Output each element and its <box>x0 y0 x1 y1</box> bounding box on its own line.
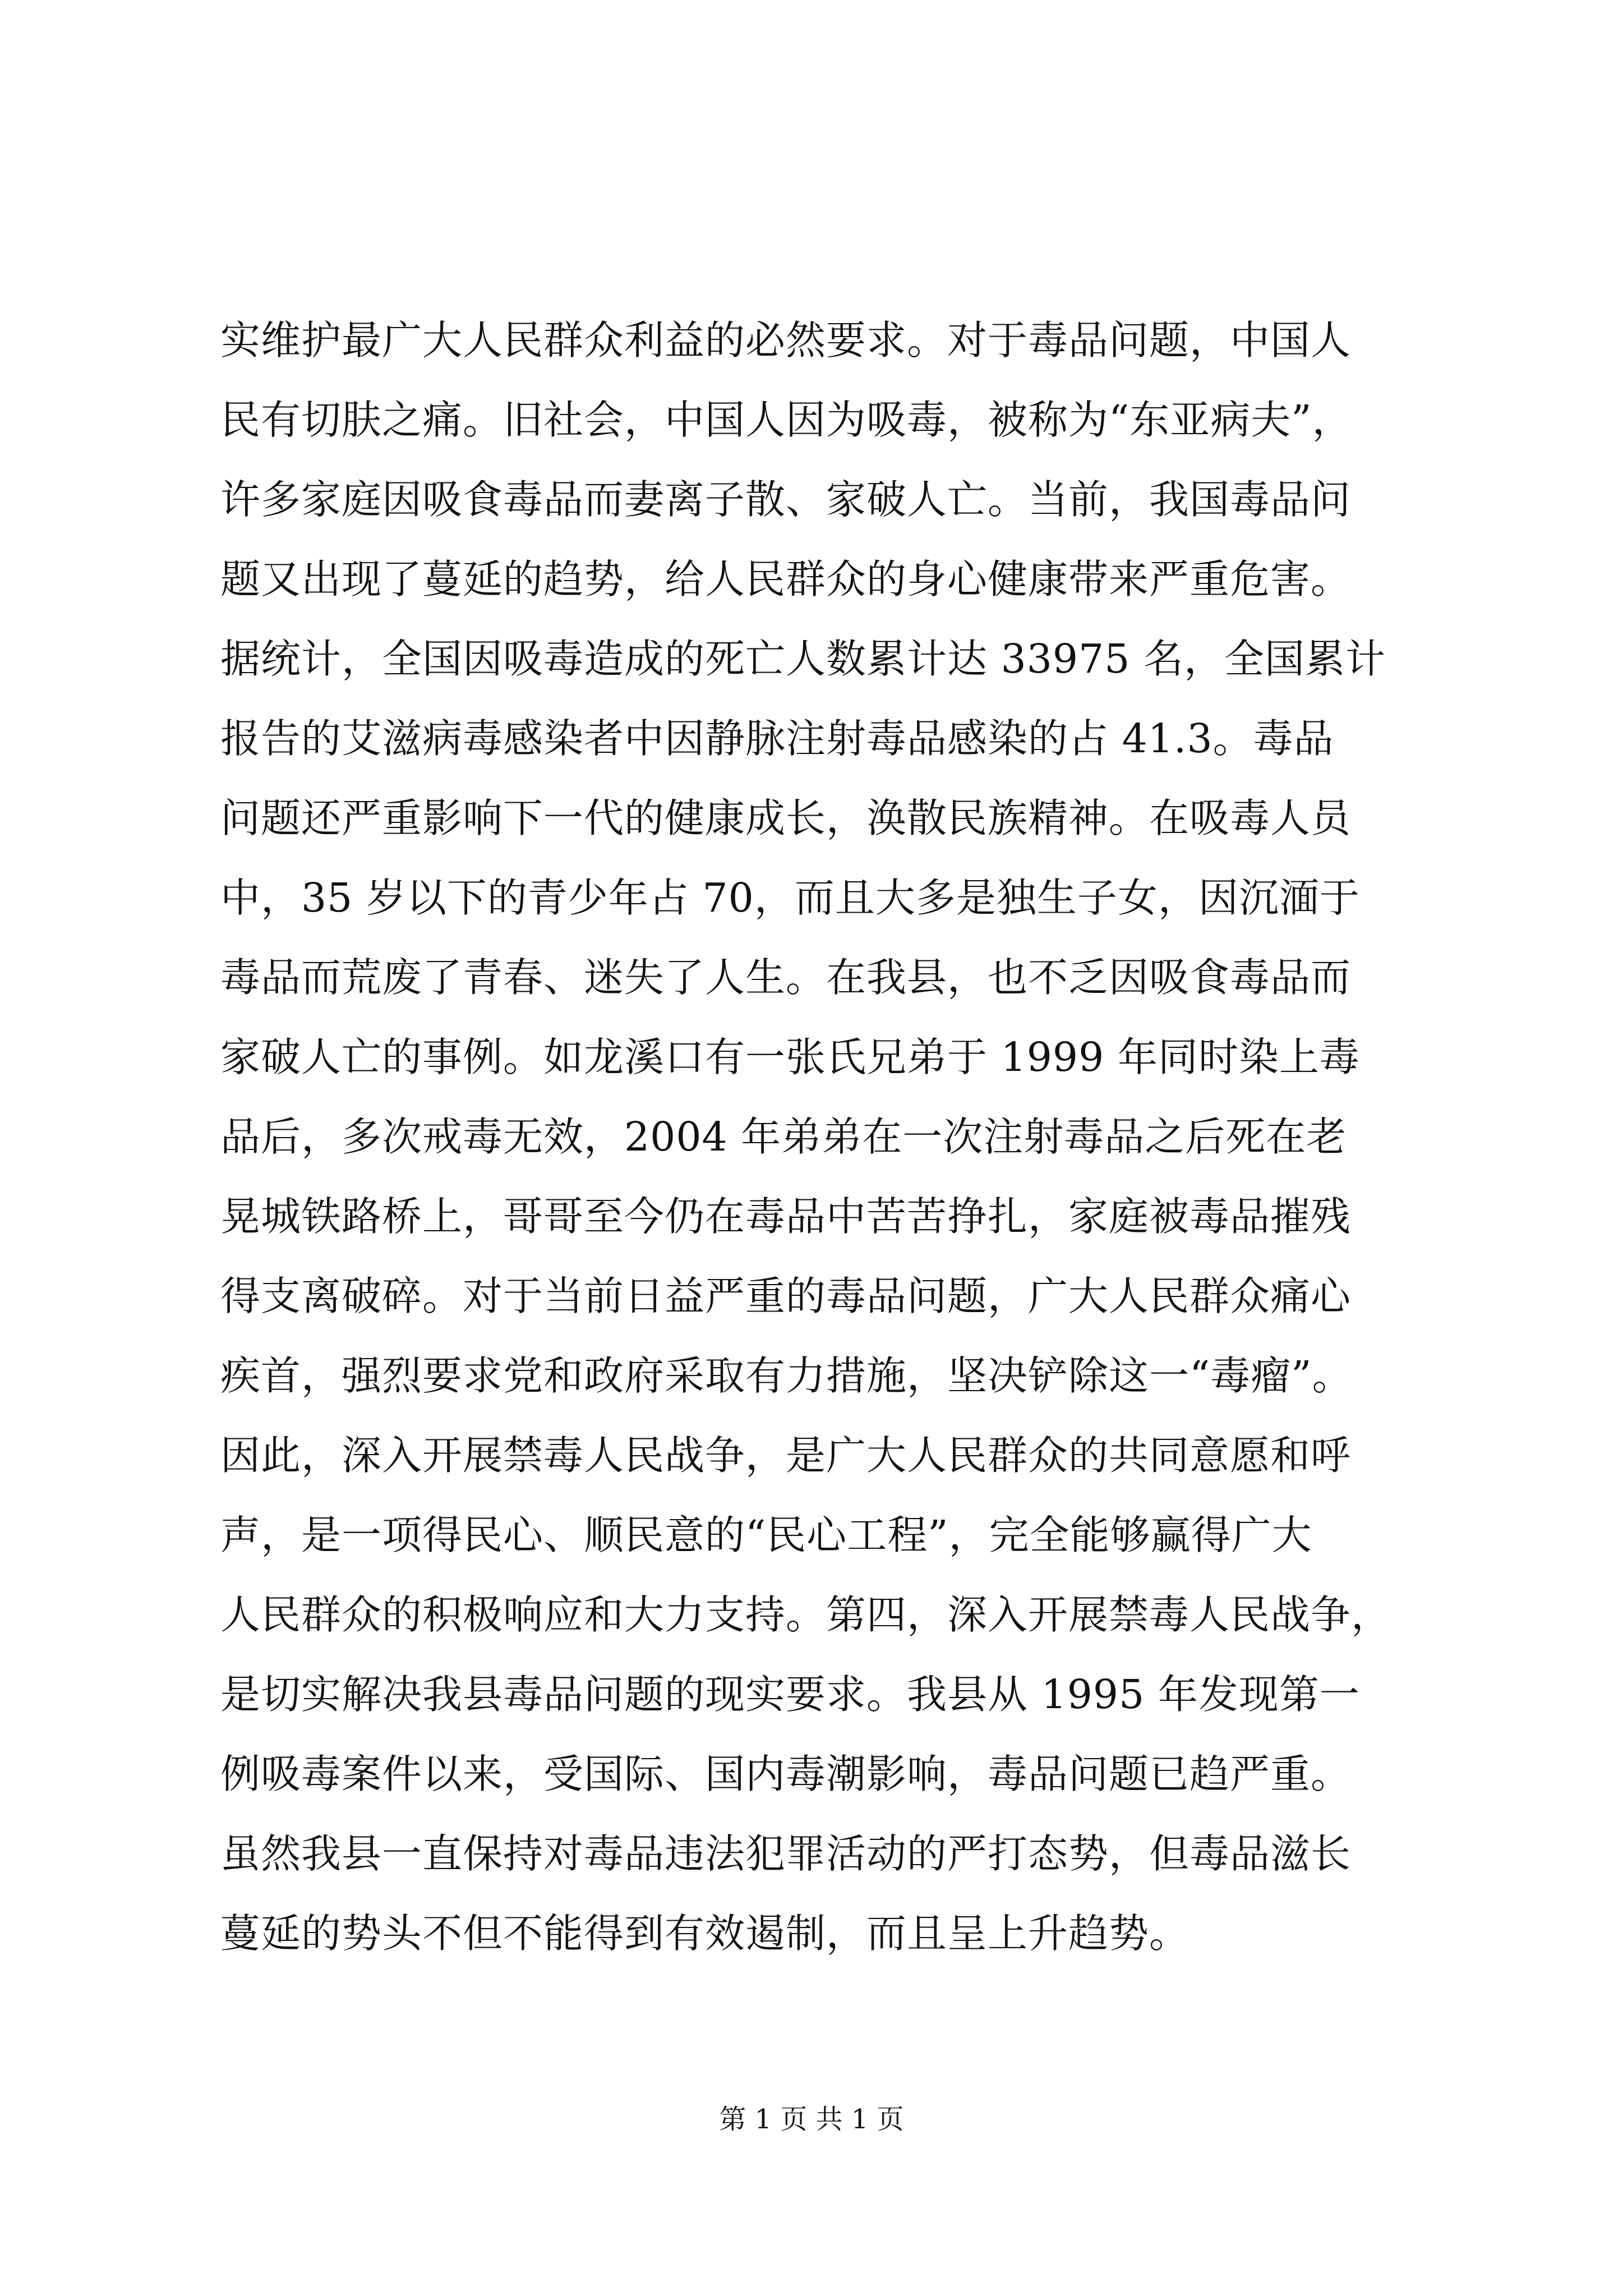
text-line: 许多家庭因吸食毒品而妻离子散、家破人亡。当前，我国毒品问 <box>220 476 1352 523</box>
text-line: 例吸毒案件以来，受国际、国内毒潮影响，毒品问题已趋严重。 <box>220 1751 1352 1797</box>
text-line: 中，35 岁以下的青少年占 70，而且大多是独生子女，因沉湎于 <box>220 875 1360 921</box>
text-line: 毒品而荒废了青春、迷失了人生。在我县，也不乏因吸食毒品而 <box>220 954 1352 1001</box>
text-line: 疾首，强烈要求党和政府采取有力措施，坚决铲除这一“毒瘤”。 <box>220 1352 1353 1399</box>
text-line: 声，是一项得民心、顺民意的“民心工程”，完全能够赢得广大 <box>220 1512 1312 1558</box>
text-line: 实维护最广大人民群众利益的必然要求。对于毒品问题，中国人 <box>220 317 1352 364</box>
text-line: 家破人亡的事例。如龙溪口有一张氏兄弟于 1999 年同时染上毒 <box>220 1034 1360 1080</box>
body-paragraph <box>220 301 1421 1973</box>
text-line: 晃城铁路桥上，哥哥至今仍在毒品中苦苦挣扎，家庭被毒品摧残 <box>220 1193 1352 1240</box>
text-line: 是切实解决我县毒品问题的现实要求。我县从 1995 年发现第一 <box>220 1671 1360 1718</box>
text-line: 品后，多次戒毒无效，2004 年弟弟在一次注射毒品之后死在老 <box>220 1114 1347 1160</box>
text-line: 题又出现了蔓延的趋势，给人民群众的身心健康带来严重危害。 <box>220 556 1352 602</box>
text-line: 因此，深入开展禁毒人民战争，是广大人民群众的共同意愿和呼 <box>220 1432 1352 1479</box>
text-line: 虽然我县一直保持对毒品违法犯罪活动的严打态势，但毒品滋长 <box>220 1830 1352 1877</box>
text-line: 得支离破碎。对于当前日益严重的毒品问题，广大人民群众痛心 <box>220 1273 1352 1319</box>
page-number-footer: 第 1 页 共 1 页 <box>719 2104 904 2135</box>
text-line: 问题还严重影响下一代的健康成长，涣散民族精神。在吸毒人员 <box>220 795 1352 841</box>
text-line: 人民群众的积极响应和大力支持。第四，深入开展禁毒人民战争， <box>220 1591 1392 1638</box>
text-line: 据统计，全国因吸毒造成的死亡人数累计达 33975 名，全国累计 <box>220 636 1386 682</box>
text-line: 蔓延的势头不但不能得到有效遏制，而且呈上升趋势。 <box>220 1910 1190 1957</box>
text-line: 报告的艾滋病毒感染者中因静脉注射毒品感染的占 41.3。毒品 <box>220 715 1334 762</box>
text-line: 民有切肤之痛。旧社会，中国人因为吸毒，被称为“东亚病夫”， <box>220 397 1353 443</box>
